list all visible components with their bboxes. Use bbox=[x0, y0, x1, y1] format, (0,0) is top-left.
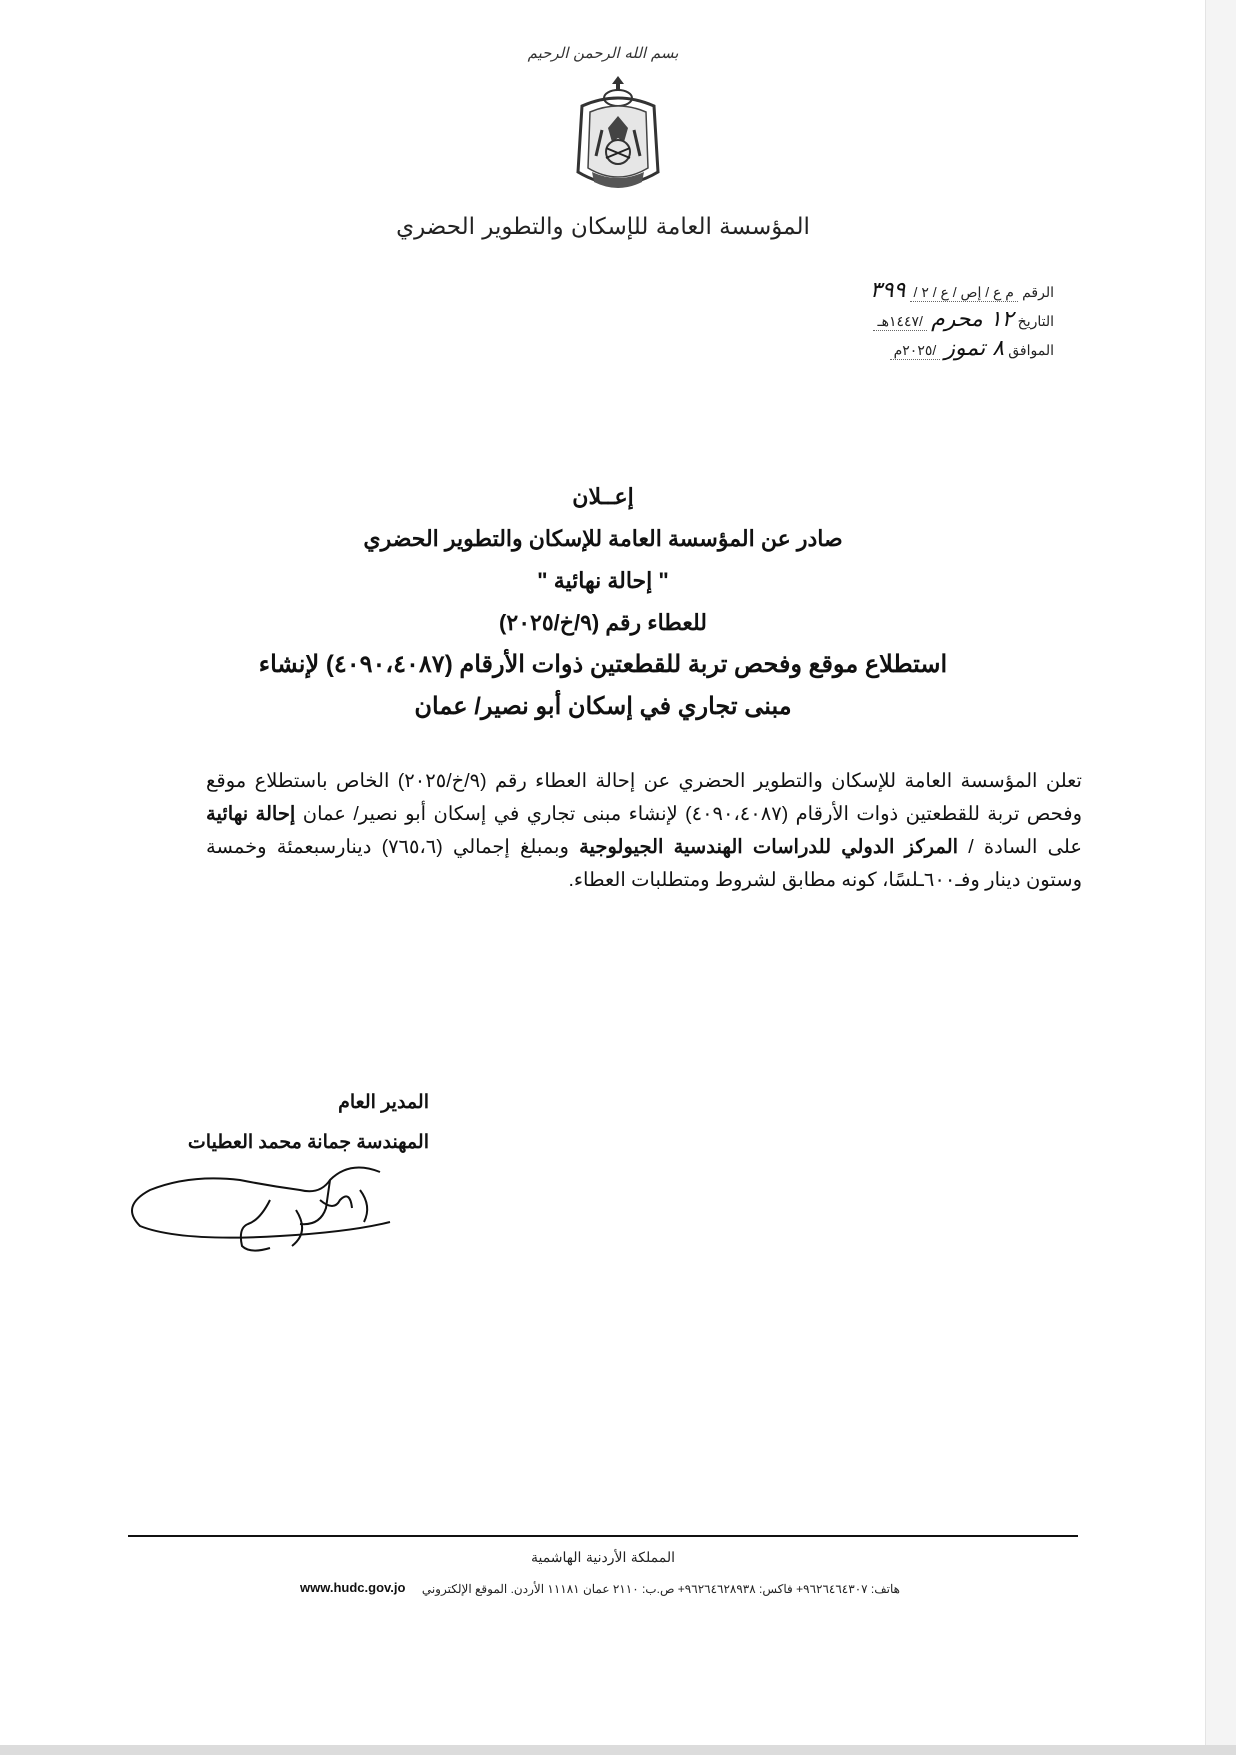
reference-number-handwritten: ٣٩٩ bbox=[869, 278, 906, 303]
body-bold-company: المركز الدولي للدراسات الهندسية الجيولوجية bbox=[579, 836, 959, 858]
reference-corresponding-label: الموافق bbox=[1008, 342, 1054, 358]
footer-country: المملكة الأردنية الهاشمية bbox=[530, 1550, 676, 1566]
reference-number-value: م ع / إص / ع / ٢ / bbox=[910, 284, 1018, 302]
footer-website-link[interactable]: www.hudc.gov.jo bbox=[300, 1580, 406, 1595]
reference-date-value: /١٤٤٧هـ bbox=[873, 313, 926, 331]
reference-date-handwritten: ١٢ محرم bbox=[931, 307, 1014, 332]
body-part3: وبمبلغ إجمالي (٧٦٥،٦) دينارسبعمئة وخمسة وستون دينار وفـ٦٠٠ـلسًا، كونه مطابق لشروط ومتطلبات العطاء. bbox=[206, 836, 1082, 891]
reference-corresponding-value: /٢٠٢٥م bbox=[890, 342, 941, 360]
jordan-coat-of-arms-icon bbox=[562, 72, 674, 200]
scan-bottom-band bbox=[0, 1745, 1236, 1755]
footer-divider bbox=[128, 1535, 1078, 1537]
announcement-subject-line1: استطلاع موقع وفحص تربة للقطعتين ذوات الأرقام (٤٠٩٠،٤٠٨٧) لإنشاء bbox=[258, 651, 948, 678]
reference-date-line bbox=[870, 307, 1054, 336]
reference-corresponding-line bbox=[870, 336, 1054, 365]
organization-name: المؤسسة العامة للإسكان والتطوير الحضري bbox=[396, 214, 810, 240]
announcement-heading: إعــلان bbox=[572, 484, 634, 509]
body-part1: تعلن المؤسسة العامة للإسكان والتطوير الحضري عن إحالة العطاء رقم (٩/خ/٢٠٢٥) الخاص باستطلاع موقع وفحص تربة للقطعتين ذوات الأرقام (٤٠٩٠،٤٠٨٧) لإنشاء مبنى تجاري في إسكان أبو نصير/ عمان bbox=[206, 770, 1083, 825]
reference-corresponding-handwritten: ٨ تموز bbox=[944, 336, 1005, 361]
reference-number-label: الرقم bbox=[1022, 284, 1054, 300]
footer-contact: هاتف: ٩٦٢٦٤٦٤٣٠٧+ فاكس: ٩٦٢٦٤٦٢٨٩٣٨+ ص.ب: ٢١١٠ عمان ١١١٨١ الأردن. الموقع الإلكتروني bbox=[421, 1582, 900, 1596]
announcement-issuer: صادر عن المؤسسة العامة للإسكان والتطوير الحضري bbox=[363, 526, 843, 551]
announcement-body bbox=[206, 765, 1082, 897]
announcement-tender: للعطاء رقم (٩/خ/٢٠٢٥) bbox=[499, 610, 707, 635]
body-part2: على السادة / bbox=[958, 836, 1082, 858]
announcement-subject-line2: مبنى تجاري في إسكان أبو نصير/ عمان bbox=[414, 693, 792, 720]
reference-block bbox=[870, 278, 1054, 365]
reference-number-line bbox=[870, 278, 1054, 307]
scan-edge-strip bbox=[1205, 0, 1236, 1755]
signoff-name: المهندسة جمانة محمد العطيات bbox=[187, 1132, 429, 1153]
announcement-titles bbox=[150, 476, 1056, 728]
reference-date-label: التاريخ bbox=[1017, 313, 1054, 329]
basmala: بسم الله الرحمن الرحيم bbox=[527, 44, 679, 62]
handwritten-signature bbox=[120, 1150, 400, 1260]
body-bold-final-award: إحالة نهائية bbox=[206, 803, 296, 825]
announcement-type: " إحالة نهائية " bbox=[537, 568, 669, 593]
signoff-title: المدير العام bbox=[338, 1092, 429, 1113]
